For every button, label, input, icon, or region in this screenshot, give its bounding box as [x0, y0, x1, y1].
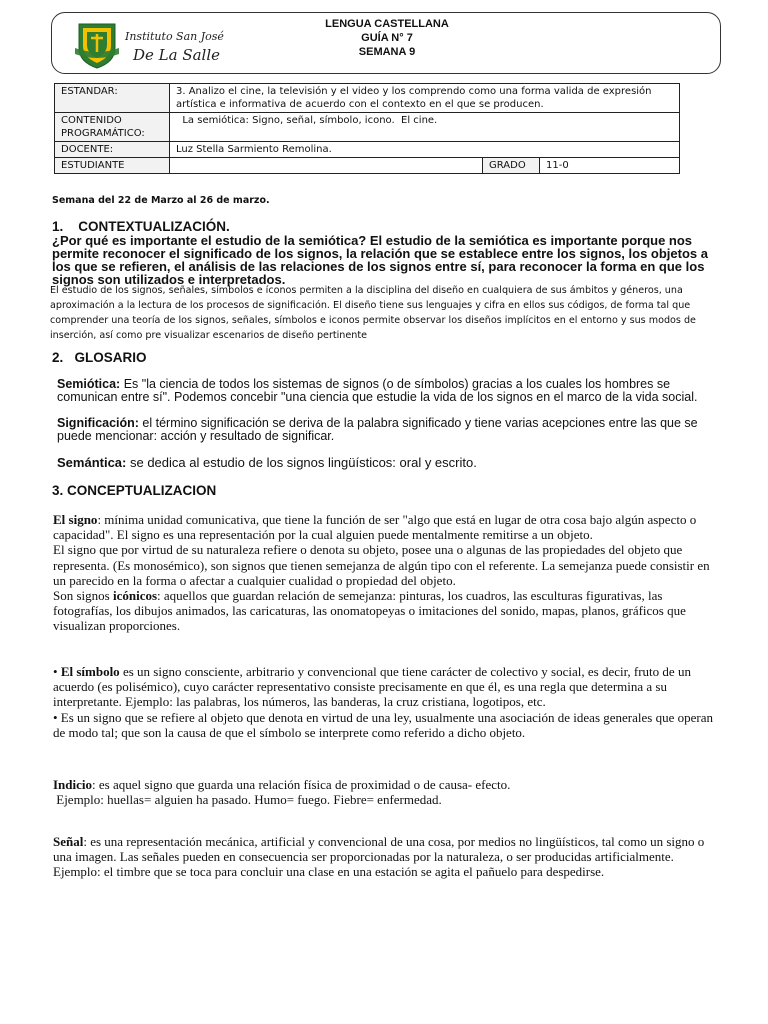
table-row [55, 142, 680, 158]
simbolo-paragraph-2: • Es un signo que se refiere al objeto que denota en virtud de una ley, usualmente una asociación de ideas generales que operan de modo tal; que son la causa de que el símbolo se interprete como referido a dicho objeto. [53, 709, 713, 740]
week-number: SEMANA 9 [358, 46, 416, 58]
signo-definition: : mínima unidad comunicativa, que tiene la función de ser "algo que está en lugar de otra cosa bajo algún aspecto o capacidad". El signo es una representación por la cual alguien puede mentalmente remitirse a un objeto. [53, 512, 697, 543]
grado-value: 11-0 [540, 158, 680, 174]
estandar-label: ESTANDAR: [55, 84, 170, 113]
school-crest-icon [73, 18, 233, 70]
signo-paragraph [53, 512, 713, 634]
estudiante-label: ESTUDIANTE [55, 158, 170, 174]
iconicos-paragraph [53, 588, 713, 634]
iconicos-definition: : aquellos que guardan relación de semejanza: pinturas, los cuadros, las esculturas figurativas, las fotografías, los dibujos animados, las caricaturas, las onomatopeyas o imitaciones del sonido, mapas, planos, gráficos que visualizan proporciones. [53, 588, 686, 634]
section-contextualizacion-title: 1. CONTEXTUALIZACIÓN. [52, 219, 230, 234]
senal-paragraph [53, 834, 713, 880]
glossary-significacion [57, 417, 707, 442]
term-indicio: Indicio [53, 777, 93, 792]
term-iconicos: icónicos [112, 588, 158, 604]
week-dates: Semana del 22 de Marzo al 26 de marzo. [52, 195, 270, 206]
estudiante-field[interactable] [170, 158, 483, 174]
glossary-semiotica [57, 378, 707, 403]
glossary-term: Semiótica: [57, 377, 121, 391]
table-row [55, 158, 680, 174]
grado-label: GRADO [483, 158, 540, 174]
section-conceptualizacion-title: 3. CONCEPTUALIZACION [52, 483, 217, 498]
glossary-term: Semántica: [57, 455, 127, 470]
glossary-definition: el término significación se deriva de la palabra significado y tiene varias acepciones entre las que se puede mencionar: acción y resultado de significar. [57, 416, 698, 443]
term-simbolo: El símbolo [60, 664, 120, 679]
contenido-label: CONTENIDO PROGRAMÁTICO: [55, 113, 170, 142]
table-row [55, 113, 680, 142]
section-contextualizacion-question: ¿Por qué es importante el estudio de la semiótica? El estudio de la semiótica es importante porque nos permite reconocer el significado de los signos, la relación que se establece entre los signos, los objetos a los que se refieren, el análisis de las relaciones de los signos entre sí, para reconocer la forma en que los signos son utilizados e interpretados. [52, 233, 708, 287]
simbolo-paragraph [53, 664, 713, 740]
section-glosario-title: 2. GLOSARIO [52, 350, 147, 365]
bullet: • [53, 664, 61, 679]
info-table [54, 83, 680, 174]
docente-value: Luz Stella Sarmiento Remolina. [170, 142, 680, 158]
glossary-term: Significación: [57, 416, 139, 430]
estandar-value: 3. Analizo el cine, la televisión y el video y los comprendo como una forma valida de expresión artística e informativa de acuerdo con el contexto en el que se producen. [170, 84, 680, 113]
indicio-paragraph [53, 777, 713, 807]
school-logo [73, 18, 233, 70]
simbolo-definition: es un signo consciente, arbitrario y convencional que tiene carácter de colectivo y social, es decir, fruto de un acuerdo (es polisémico), cuyo carácter representativo consiste precisamente en que él, es una regla que determina a su interpretante. Ejemplo: las palabras, los números, las banderas, la cruz cristiana, logotipos, etc. [53, 664, 691, 710]
signo-paragraph-2: El signo que por virtud de su naturaleza refiere o denota su objeto, posee una o algunas de las propiedades del objeto que representa. (Es monosémico), son signos que tienen semejanza de algún tipo con el referente. La semejanza puede consistir en un parecido en la forma o afectar a cualquier cualidad o propiedad del objeto. [53, 542, 710, 588]
indicio-example: Ejemplo: huellas= alguien ha pasado. Humo= fuego. Fiebre= enfermedad. [53, 792, 442, 808]
header-box [51, 12, 721, 74]
senal-definition: : es una representación mecánica, artificial y convencional de una cosa, por medios no lingüísticos, tal como un signo o una imagen. Las señales pueden en consecuencia ser proporcionadas por la naturaleza, o ser producidas artificialmente. Ejemplo: el timbre que se toca para concluir una clase en una estación se agita el pañuelo para despedirse. [53, 834, 705, 880]
iconicos-prefix: Son signos [53, 588, 113, 604]
subject-title: LENGUA CASTELLANA [325, 18, 449, 30]
section-contextualizacion-paragraph: El estudio de los signos, señales, símbolos e íconos permiten a la disciplina del diseño en cualquiera de sus ámbitos y géneros, una aproximación a la lectura de los procesos de significación. El diseño tiene sus lenguajes y cifra en ellos sus códigos, de forma tal que comprender una teoría de los signos, señales, símbolos e iconos permite observar los diseños implícitos en el entorno y sus modos de inserción, así como pre visualizar escenarios de diseño pertinente [50, 285, 696, 341]
glossary-semantica [57, 457, 707, 470]
glossary-definition: se dedica al estudio de los signos lingüísticos: oral y escrito. [126, 455, 477, 470]
logo-text-2: De La Salle [133, 46, 221, 64]
guide-number: GUÍA N° 7 [361, 32, 413, 44]
term-signo: El signo [53, 512, 98, 527]
term-senal: Señal [53, 834, 84, 849]
indicio-definition: : es aquel signo que guarda una relación física de proximidad o de causa- efecto. [92, 777, 511, 792]
table-row [55, 84, 680, 113]
docente-label: DOCENTE: [55, 142, 170, 158]
logo-text-1: Instituto San José [125, 30, 224, 43]
contenido-value: La semiótica: Signo, señal, símbolo, icono. El cine. [170, 113, 680, 142]
glossary-definition: Es "la ciencia de todos los sistemas de signos (o de símbolos) gracias a los cuales los hombres se comunican entre sí". Podemos concebir "una ciencia que estudie la vida de los signos en el marco de la vida social. [57, 377, 698, 404]
